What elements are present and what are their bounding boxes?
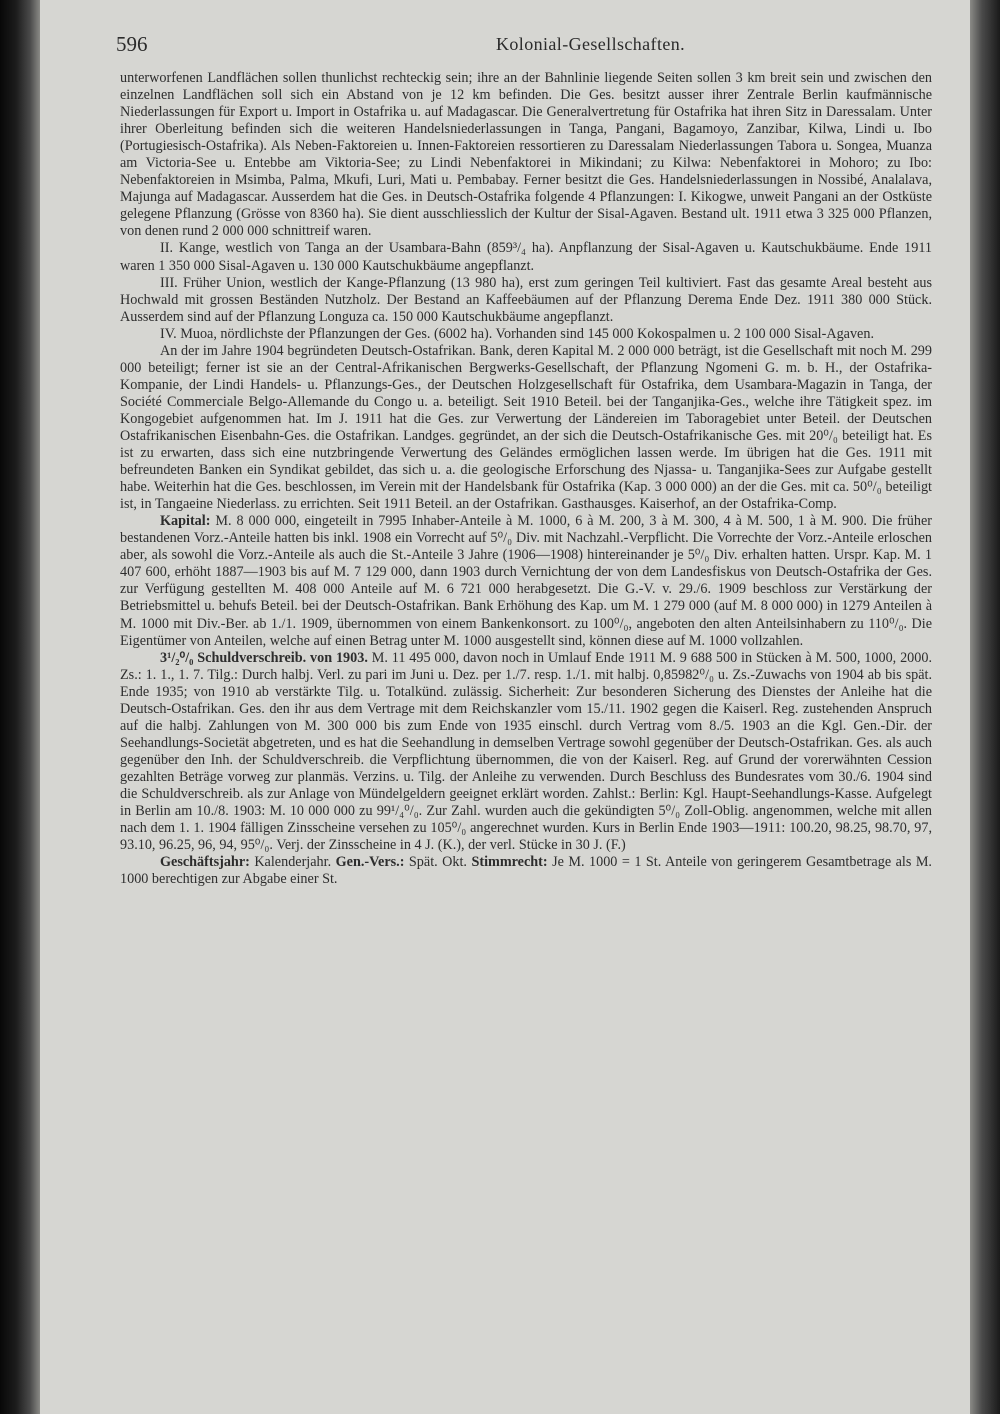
body-text (120, 70, 932, 888)
kapital-text: M. 8 000 000, eingeteilt in 7995 Inhaber-Anteile à M. 1000, 6 à M. 200, 3 à M. 300, 4 à M. 500, 1 à M. 900. Die früher bestandenen Vorz.-Anteile hatten bis inkl. 1908 ein Vorrecht auf 5⁰/₀ Div. mit Nachzahl.-Verpflicht. Die Vorrechte der Vorz.-Anteile erloschen aber, als sowohl die Vorz.-Anteile als auch die St.-Anteile 3 Jahre (1906—1908) hintereinander je 5⁰/₀ Div. erhalten hatten. Urspr. Kap. M. 1 407 600, erhöht 1887—1903 bis auf M. 7 129 000, dann 1903 durch Vernichtung der von dem Landesfiskus von Deutsch-Ostafrika der Ges. zur Verfügung gestellten M. 408 000 Anteile auf M. 6 721 000 herabgesetzt. Die G.-V. v. 29./6. 1909 beschloss zur Verstärkung der Betriebsmittel u. behufs Beteil. bei der Deutsch-Ostafrikan. Bank Erhöhung des Kap. um M. 1 279 000 (auf M. 8 000 000) in 1279 Anteilen à M. 1000 mit Div.-Ber. ab 1./1. 1909, übernommen von einem Bankenkonsort. zu 100⁰/₀, angeboten den alten Anteilsinhabern zu 110⁰/₀. Die Eigentümer von Anteilen, welche auf einen Betrag unter M. 1000 ausgestellt sind, können diese auf M. 1000 vollzahlen. (120, 513, 932, 649)
gen-vers-text: Spät. Okt. (404, 854, 472, 871)
stimmrecht-label: Stimmrecht: (471, 854, 548, 871)
paragraph-muoa: IV. Muoa, nördlichste der Pflanzungen der Ges. (6002 ha). Vorhanden sind 145 000 Kokospalmen u. 2 100 000 Sisal-Agaven. (160, 325, 874, 342)
kapital-label: Kapital: (160, 513, 211, 530)
document-page (40, 0, 970, 1414)
geschaeftsjahr-label: Geschäftsjahr: (160, 854, 250, 871)
book-binding-shadow (0, 0, 40, 1414)
paragraph-kapital (120, 513, 932, 649)
paragraph-schuldverschreib (120, 650, 932, 855)
stimmrecht-text: Je M. 1000 = 1 St. Anteile von geringerem Gesamtbetrage als M. 1000 berechtigen zur Abgabe einer St. (120, 854, 932, 888)
geschaeftsjahr-text: Kalenderjahr. (249, 854, 336, 871)
running-title: Kolonial-Gesellschaften. (496, 34, 686, 54)
paragraph-land-and-branches: unterworfenen Landflächen sollen thunlichst rechteckig sein; ihre an der Bahnlinie liegende Seiten sollen 3 km breit sein und zwischen den einzelnen Landflächen soll sich ein Abstand von je 12 km befinden. Die Ges. besitzt ausser ihrer Zentrale Berlin kaufmännische Niederlassungen für Export u. Import in Ostafrika u. auf Madagascar. Die Generalvertretung für Ostafrika hat ihren Sitz in Daressalam. Unter ihrer Oberleitung befinden sich die weiteren Handelsniederlassungen in Tanga, Pangani, Bagamoyo, Zanzibar, Kilwa, Lindi u. Ibo (Portugiesisch-Ostafrika). Als Neben-Faktoreien u. Innen-Faktoreien ressortieren zu Daressalam Niederlassungen Tabora u. Songea, Muanza am Victoria-See u. Entebbe am Viktoria-See; zu Lindi Nebenfaktorei in Mikindani; zu Kilwa: Nebenfaktorei in Mohoro; zu Ibo: Nebenfaktoreien in Msimba, Palma, Mkufi, Luri, Mati u. Pembabay. Ferner besitzt die Ges. Handelsniederlassungen in Nossibé, Analalava, Majunga auf Madagascar. Ausserdem hat die Ges. in Deutsch-Ostafrika folgende 4 Pflanzungen: I. Kikogwe, unweit Pangani an der Ostküste gelegene Pflanzung (Grösse von 8360 ha). Sie dient ausschliesslich der Kultur der Sisal-Agaven. Bestand ult. 1911 etwa 3 325 000 Pflanzen, von denen rund 2 000 000 schnittreif waren. (120, 70, 932, 240)
paragraph-union: III. Früher Union, westlich der Kange-Pflanzung (13 980 ha), erst zum geringen Teil kultiviert. Fast das gesamte Areal besteht aus Hochwald mit grossen Beständen Nutzholz. Der Bestand an Kaffeebäumen auf der Pflanzung Derema Ende Dez. 1911 380 000 Stück. Ausserdem sind auf der Pflanzung Longuza ca. 150 000 Kautschukbäume angepflanzt. (120, 274, 932, 325)
page-header (116, 32, 916, 60)
paragraph-participations: An der im Jahre 1904 begründeten Deutsch-Ostafrikan. Bank, deren Kapital M. 2 000 000 beträgt, ist die Gesellschaft mit noch M. 299 000 beteiligt; ferner ist sie an der Central-Afrikanischen Bergwerks-Gesellschaft, der Pflanzung Ngomeni G. m. b. H., der Ostafrika-Kompanie, der Lindi Handels- u. Pflanzungs-Ges., der Deutschen Holzgesellschaft für Ostafrika, dem Usambara-Magazin in Tanga, der Société Commerciale Belgo-Allemande du Congo u. a. beteiligt. Seit 1910 Beteil. bei der Tanganjika-Ges., welche ihre Tätigkeit spez. im Kongogebiet aufgenommen hat. Im J. 1911 hat die Ges. zur Verwertung der Ländereien im Taboragebiet unter Beteil. der Deutschen Ostafrikanischen Eisenbahn-Ges. die Ostafrikan. Landges. gegründet, an der sich die Deutsch-Ostafrikanische Ges. mit 20⁰/₀ beteiligt hat. Es ist zu erwarten, dass sich eine nutzbringende Verwertung des Geländes ermöglichen lassen werde. Im übrigen hat die Ges. 1911 mit befreundeten Banken ein Syndikat gebildet, das sich u. a. die geologische Erforschung des Njassa- u. Tanganjika-Sees zur Aufgabe gestellt habe. Weiterhin hat die Ges. beschlossen, im Verein mit der Handelsbank für Ostafrika (Kap. 3 000 000) an der die Ges. mit ca. 50⁰/₀ beteiligt ist, in Tangaeine Niederlass. zu errichten. Seit 1911 Beteil. an der Ostafrikan. Gasthausges. Kaiserhof, an der Ostafrika-Comp. (120, 342, 932, 513)
gen-vers-label: Gen.-Vers.: (335, 854, 405, 871)
page-right-edge-shadow (970, 0, 1000, 1414)
schuldverschreib-label: 3¹/₂⁰/₀ Schuldverschreib. von 1903. (160, 649, 368, 666)
paragraph-kange: II. Kange, westlich von Tanga an der Usambara-Bahn (859³/₄ ha). Anpflanzung der Sisal-Agaven u. Kautschukbäume. Ende 1911 waren 1 350 000 Sisal-Agaven u. 130 000 Kautschukbäume angepflanzt. (120, 240, 932, 274)
paragraph-geschaeftsjahr (120, 854, 932, 888)
schuldverschreib-text: M. 11 495 000, davon noch in Umlauf Ende 1911 M. 9 688 500 in Stücken à M. 500, 1000, 2000. Zs.: 1. 1., 1. 7. Tilg.: Durch halbj. Verl. zu pari im Juni u. Dez. per 1./7. resp. 1./1. mit halbj. 0,85982⁰/₀ u. Zs.-Zuwachs von 1904 ab bis spät. Ende 1935; von 1910 ab verstärkte Tilg. u. Totalkünd. zulässig. Sicherheit: Zur besonderen Sicherung des Dienstes der Anleihe hat die Deutsch-Ostafrikan. Ges. den ihr aus dem Vertrage mit dem Reichskanzler vom 15./11. 1902 gegen die Kaiserl. Reg. zustehenden Anspruch auf die halbj. Zahlungen von M. 300 000 bis zum Ende von 1935 einschl. durch Vertrag vom 8./5. 1903 an die Kgl. Gen.-Dir. der Seehandlungs-Societät abgetreten, und es hat die Seehandlung in demselben Vertrage sowohl gegenüber der Deutsch-Ostafrikan. Ges. als auch gegenüber den Inh. der Schuldverschreib. die Verpflichtung übernommen, die von der Kaiserl. Reg. auf Grund der vorerwähnten Cession gezahlten Beträge vorweg zur planmäs. Verzins. u. Tilg. der Anleihe zu verwenden. Durch Beschluss des Bundesrates vom 30./6. 1904 sind die Schuldverschreib. als zur Anlage von Mündelgeldern geeignet erklärt worden. Zahlst.: Berlin: Kgl. Haupt-Seehandlungs-Kasse. Aufgelegt in Berlin am 10./8. 1903: M. 10 000 000 zu 99¹/₄⁰/₀. Zur Zahl. wurden auch die gekündigten 5⁰/₀ Zoll-Oblig. angenommen, welche mit allen nach dem 1. 1. 1904 fälligen Zinsscheine versehen zu 105⁰/₀ angerechnet wurden. Kurs in Berlin Ende 1903—1911: 100.20, 98.25, 98.70, 97, 93.10, 96.25, 96, 94, 95⁰/₀. Verj. der Zinsscheine in 4 J. (K.), der verl. Stücke in 30 J. (F.) (120, 649, 932, 854)
page-number: 596 (116, 32, 148, 56)
